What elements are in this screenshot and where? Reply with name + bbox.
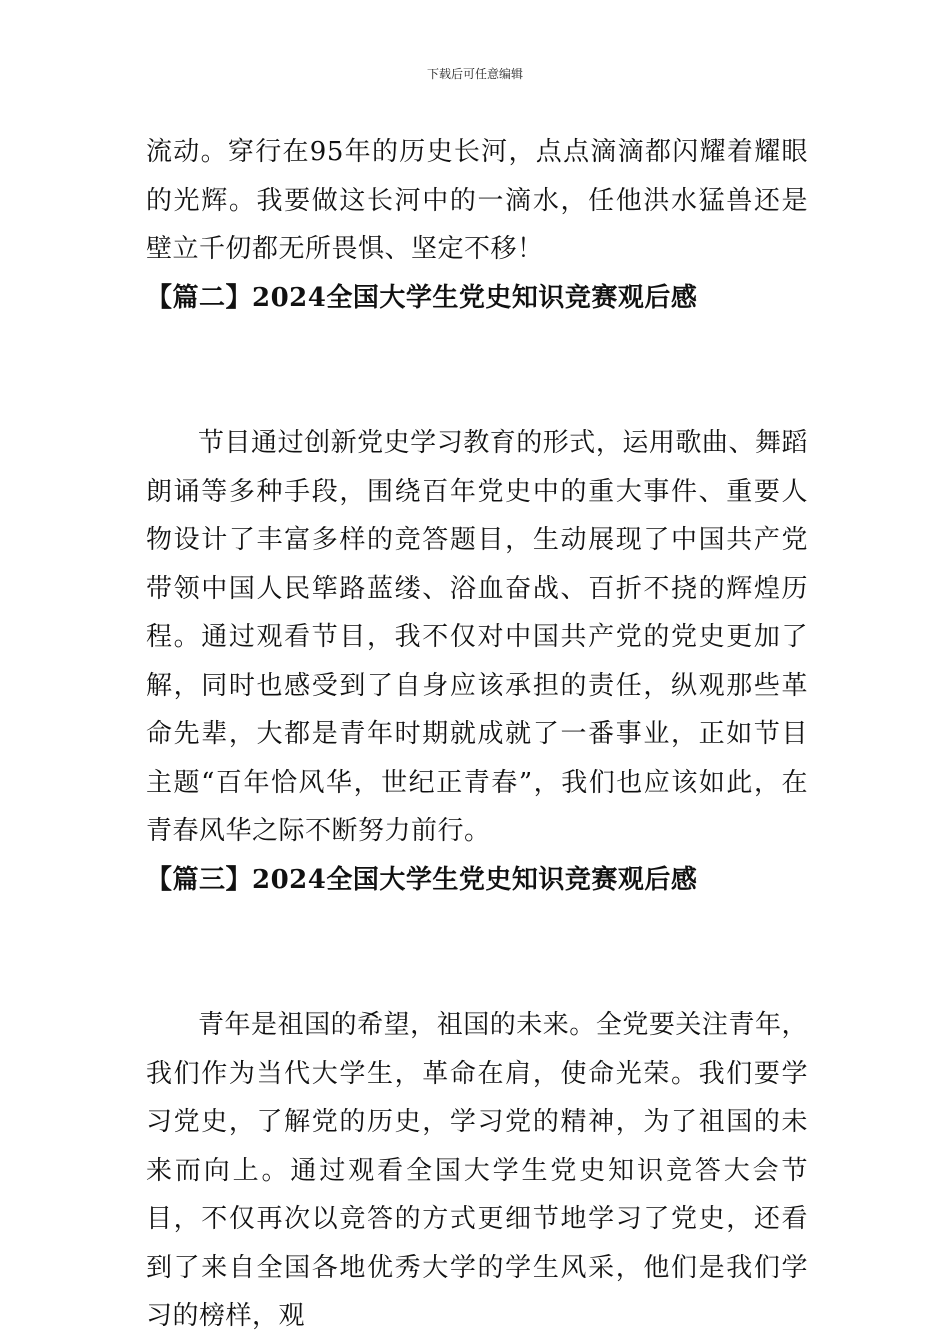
page-header: 下载后可任意编辑 — [426, 67, 523, 81]
section-spacer — [146, 322, 808, 419]
section-heading-2: 【篇二】2024全国大学生党史知识竞赛观后感 — [146, 282, 698, 313]
intro-paragraph: 流动。穿行在95年的历史长河，点点滴滴都闪耀着耀眼的光辉。我要做这长河中的一滴水，任他洪水猛兽还是壁立千仞都无所畏惧、坚定不移！ — [146, 137, 808, 264]
section-spacer — [146, 904, 808, 1001]
section-heading-3: 【篇三】2024全国大学生党史知识竞赛观后感 — [146, 864, 698, 895]
document-body — [146, 128, 808, 1341]
section-paragraph-3: 青年是祖国的希望，祖国的未来。全党要关注青年，我们作为当代大学生，革命在肩，使命光荣。我们要学习党史，了解党的历史，学习党的精神，为了祖国的未来而向上。通过观看全国大学生党史知识竞答大会节目，不仅再次以竞答的方式更细节地学习了党史，还看到了来自全国各地优秀大学的学生风采，他们是我们学习的榜样，观 — [146, 1010, 808, 1331]
section-paragraph-2: 节目通过创新党史学习教育的形式，运用歌曲、舞蹈朗诵等多种手段，围绕百年党史中的重大事件、重要人物设计了丰富多样的竞答题目，生动展现了中国共产党带领中国人民筚路蓝缕、浴血奋战、百折不挠的辉煌历程。通过观看节目，我不仅对中国共产党的党史更加了解，同时也感受到了自身应该承担的责任，纵观那些革命先辈，大都是青年时期就成就了一番事业，正如节目主题“百年恰风华，世纪正青春”，我们也应该如此，在青春风华之际不断努力前行。 — [146, 428, 808, 846]
